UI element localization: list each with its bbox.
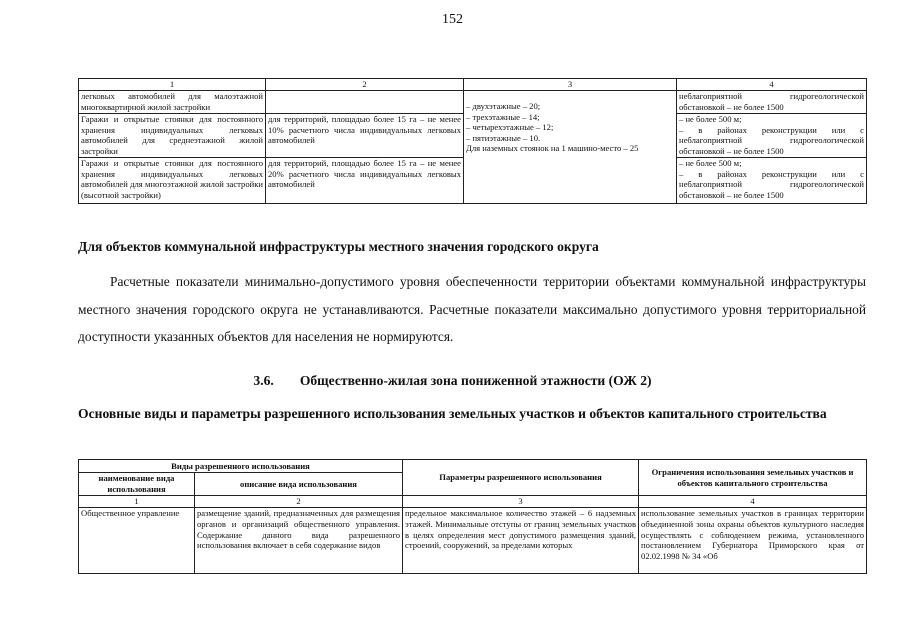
list-item: Для наземных стоянок на 1 машино-место – 25 (466, 143, 639, 154)
column-number: 4 (677, 79, 867, 91)
heading-communal-infrastructure: Для объектов коммунальной инфраструктуры местного значения городского округа (78, 239, 599, 254)
table-cell (639, 508, 867, 574)
table-row (79, 508, 867, 574)
section-title-text: Общественно-жилая зона пониженной этажности (ОЖ 2) (299, 373, 652, 388)
page-number: 152 (442, 12, 463, 27)
header-parameters: Параметры разрешенного использования (403, 460, 639, 496)
use-name: Общественное управление (81, 508, 180, 518)
parking-standards-table (78, 78, 867, 204)
section-title (0, 373, 905, 389)
table-cell (677, 158, 867, 204)
header-use-name: наименование вида использования (79, 473, 195, 496)
list-item: – двухэтажные – 20; (466, 101, 541, 111)
header-limitations: Ограничения использования земельных участков и объектов капитального строительства (639, 460, 867, 496)
table-cell (403, 508, 639, 574)
table-cell: легковых автомобилей для малоэтажной многоквартирной жилой застройки (79, 91, 266, 114)
column-number: 2 (266, 79, 464, 91)
use-parameters: предельное максимальное количество этажей – 6 надземных этажей. Минимальные отступы от границ земельных участков в целях определения мест допустимого размещения зданий, строений, сооружений, за пределами которых (405, 508, 637, 551)
heading-permitted-uses: Основные виды и параметры разрешенного использования земельных участков и объектов капитального строительства (78, 406, 827, 421)
table-header-row (79, 79, 867, 91)
header-use-types: Виды разрешенного использования (79, 460, 403, 473)
table-cell (266, 91, 464, 114)
list-item: – пятиэтажные – 10. (466, 132, 541, 143)
column-number: 4 (639, 496, 867, 508)
table-header-row (79, 460, 867, 473)
list-item: – в районах реконструкции или с неблагоприятной гидрогеологической обстановкой – не более 1500 (679, 168, 864, 200)
table-cell: для территорий, площадью более 15 га – не менее 20% расчетного числа индивидуальных легковых автомобилей (266, 158, 464, 204)
body-paragraph: Расчетные показатели минимально-допустимого уровня обеспеченности территории объектами коммунальной инфраструктуры местного значения городского округа не устанавливаются. Расчетные показатели максимально допустимого уровня территориальной доступности указанных объектов для населения не нормируются. (78, 274, 866, 344)
column-number: 2 (195, 496, 403, 508)
column-number: 1 (79, 496, 195, 508)
list-item: – трехэтажные – 14; (466, 111, 540, 122)
use-limitations: использование земельных участков в границах территории объединенной зоны охраны объектов культурного наследия осуществлять с соблюдением режима, установленного постановлением Губернатора Приморского края от 02.02.1998 № 34 «Об (641, 508, 865, 562)
permitted-uses-table (78, 459, 867, 574)
table-cell: неблагоприятной гидрогеологической обстановкой – не более 1500 (677, 91, 867, 114)
table-number-row (79, 496, 867, 508)
section-number: 3.6. (253, 373, 274, 388)
header-use-description: описание вида использования (195, 473, 403, 496)
list-item: – в районах реконструкции или с неблагоприятной гидрогеологической обстановкой – не более 1500 (679, 124, 864, 156)
table-row (79, 91, 867, 114)
column-number: 3 (464, 79, 677, 91)
table-cell: Гаражи и открытые стоянки для постоянного хранения индивидуальных легковых автомобилей для среднеэтажной жилой застройки (79, 114, 266, 158)
column-number: 1 (79, 79, 266, 91)
list-item: – не более 500 м; (679, 114, 742, 124)
table-cell (79, 508, 195, 574)
column-number: 3 (403, 496, 639, 508)
table-cell (677, 114, 867, 158)
table-cell: для территорий, площадью более 15 га – не менее 10% расчетного числа индивидуальных легковых автомобилей (266, 114, 464, 158)
table-cell (195, 508, 403, 574)
list-item: – не более 500 м; (679, 158, 742, 168)
list-item: – четырехэтажные – 12; (466, 122, 554, 133)
table-cell-floor-norms (464, 91, 677, 204)
table-cell: Гаражи и открытые стоянки для постоянного хранения индивидуальных легковых автомобилей для многоэтажной жилой застройки (высотной застройки) (79, 158, 266, 204)
use-description: размещение зданий, предназначенных для размещения органов и организаций общественного управления. Содержание данного вида разрешенного использования включает в себя содержание видов (197, 508, 401, 551)
